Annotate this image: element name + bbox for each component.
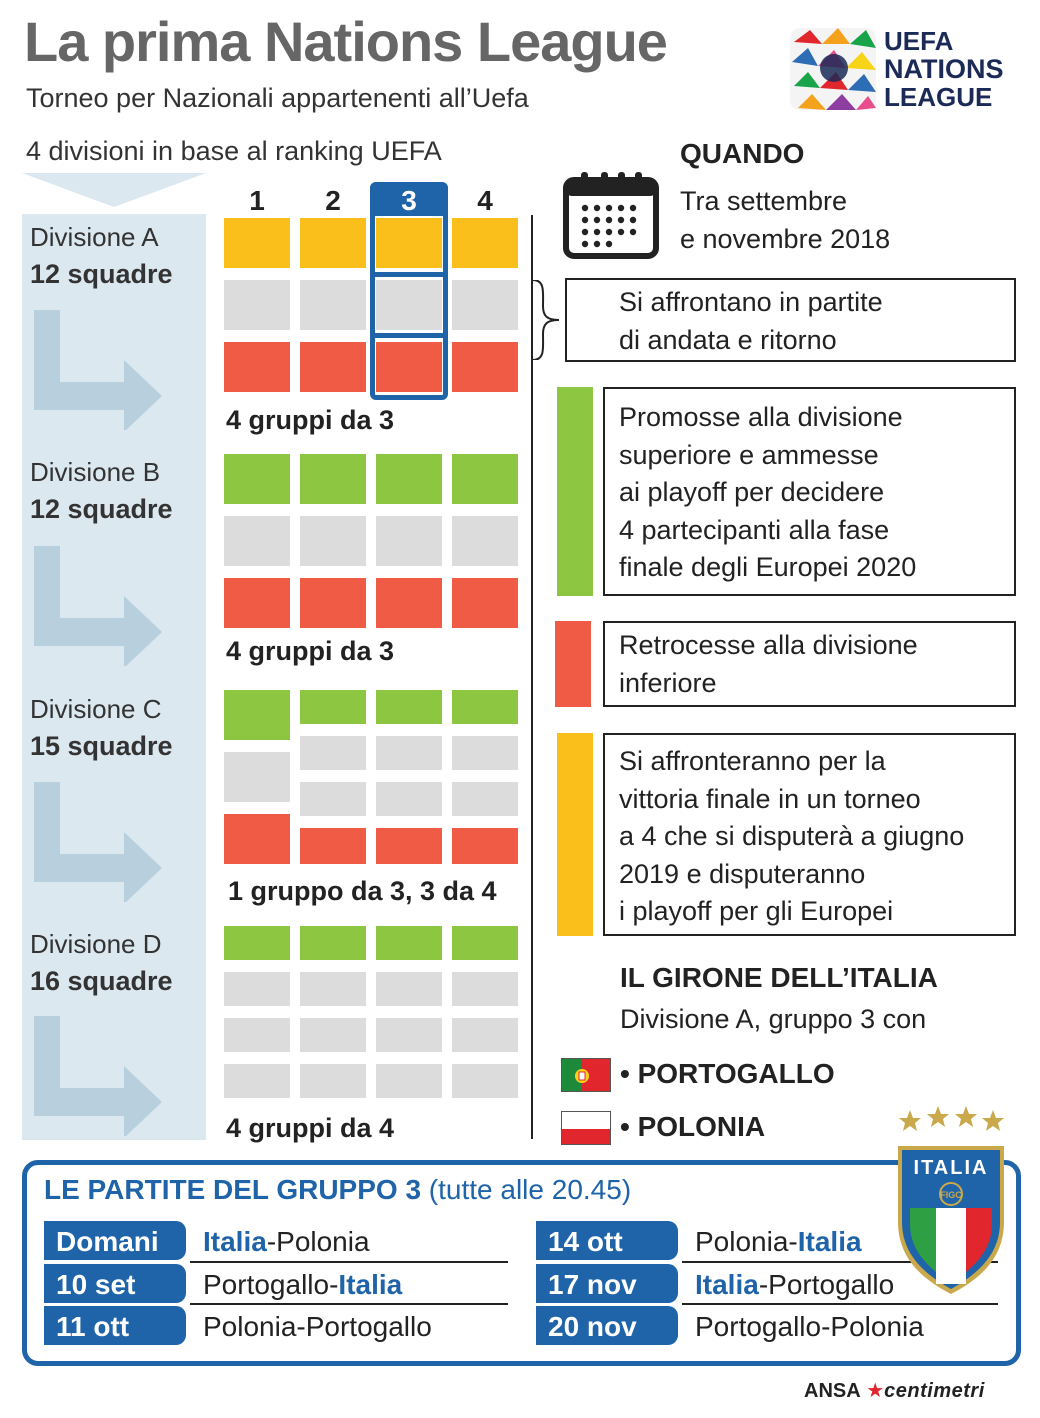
match-home-team: Italia: [695, 1269, 759, 1300]
match-fixture: Polonia-Italia: [695, 1226, 862, 1257]
quando-line: e novembre 2018: [680, 224, 891, 254]
division-d-team-cell: [376, 1064, 442, 1098]
matches-title: [44, 1174, 631, 1206]
division-a-team-cell: [224, 280, 290, 330]
legend-line: i playoff per gli Europei: [619, 896, 894, 926]
l-arrow-icon: [34, 546, 166, 666]
division-b-team-cell: [376, 516, 442, 566]
page-subtitle: Torneo per Nazionali appartenenti all’Uefa: [26, 83, 529, 113]
legend-relegated-box: [603, 621, 1016, 707]
legend-line: superiore e ammesse: [619, 439, 879, 470]
division-d-promoted-cell: [300, 926, 366, 960]
division-c-relegated-cell: [376, 828, 442, 864]
legend-line: vittoria finale in un torneo: [619, 783, 921, 814]
division-a-groups: 4 gruppi da 3: [226, 405, 395, 435]
division-b-promoted-cell: [452, 454, 518, 504]
division-b-relegated-cell: [224, 578, 290, 628]
l-arrow-icon: [34, 1016, 166, 1136]
badge-text: ITALIA: [913, 1157, 989, 1179]
legend-line: Retrocesse alla divisione: [619, 630, 918, 660]
legend-finals-box: [603, 733, 1016, 936]
division-b-promoted-cell: [300, 454, 366, 504]
italy-group-highlight: [370, 182, 448, 400]
division-c-team-cell: [376, 782, 442, 816]
match-home-team: Polonia: [695, 1226, 789, 1257]
division-a-team-cell: [452, 280, 518, 330]
division-c-team-cell: [452, 782, 518, 816]
division-b-team-cell: [452, 516, 518, 566]
division-c-team-cell: [300, 736, 366, 770]
divisions-intro: 4 divisioni in base al ranking UEFA: [26, 136, 442, 166]
division-c-relegated-cell: [224, 814, 290, 864]
credit-centimetri: centimetri: [884, 1380, 985, 1402]
group-column-3: 3: [401, 185, 417, 216]
l-arrow-icon: [34, 782, 166, 902]
division-c-promoted-cell: [452, 690, 518, 724]
group-column-1: 1: [249, 185, 265, 216]
division-c-relegated-cell: [452, 828, 518, 864]
division-d-promoted-cell: [224, 926, 290, 960]
legend-line: finale degli Europei 2020: [619, 552, 917, 582]
division-c-team-cell: [452, 736, 518, 770]
logo-text-league: LEAGUE: [884, 82, 993, 112]
division-b-team-cell: [300, 516, 366, 566]
division-c-name: Divisione C: [30, 694, 162, 724]
division-b-team-cell: [224, 516, 290, 566]
logo-text-nations: NATIONS: [884, 54, 1004, 84]
match-fixture: Polonia-Portogallo: [203, 1311, 432, 1342]
division-c-relegated-cell: [300, 828, 366, 864]
italy-group-separator: [374, 272, 444, 277]
division-b-relegated-cell: [376, 578, 442, 628]
division-d-team-cell: [300, 1018, 366, 1052]
page-title: La prima Nations League: [24, 10, 667, 73]
quando-title: QUANDO: [680, 138, 805, 169]
division-a-count: 12 squadre: [30, 259, 173, 289]
division-b-promoted-cell: [224, 454, 290, 504]
credit: [804, 1378, 985, 1403]
match-underline: [190, 1303, 508, 1305]
match-home-team: Portogallo: [695, 1311, 822, 1342]
division-d-team-cell: [224, 1064, 290, 1098]
division-a-relegated-cell: [452, 342, 518, 392]
star-icon: ★: [866, 1380, 885, 1402]
uefa-nations-league-logo: [788, 22, 1020, 114]
match-underline: [190, 1261, 508, 1263]
division-d-team-cell: [224, 1018, 290, 1052]
opponent-polonia: • POLONIA: [620, 1111, 766, 1142]
match-fixture: Portogallo-Italia: [203, 1269, 403, 1300]
division-a-finalist-cell: [300, 218, 366, 268]
legend-format-box: [565, 278, 1016, 362]
match-date: 10 set: [44, 1264, 186, 1303]
division-d-team-cell: [452, 1018, 518, 1052]
match-away-team: Polonia: [830, 1311, 924, 1342]
match-away-team: Italia: [338, 1269, 403, 1300]
italia-group-title: IL GIRONE DELL’ITALIA: [620, 962, 938, 993]
division-d-promoted-cell: [376, 926, 442, 960]
match-away-team: Polonia: [276, 1226, 370, 1257]
brace-icon: [531, 280, 565, 360]
matches-title-note: (tutte alle 20.45): [421, 1174, 632, 1205]
division-d-count: 16 squadre: [30, 966, 173, 996]
legend-line: Promosse alla divisione: [619, 402, 903, 432]
division-d-team-cell: [224, 972, 290, 1006]
division-a-name: Divisione A: [30, 222, 159, 252]
division-d-promoted-cell: [452, 926, 518, 960]
division-d-team-cell: [300, 1064, 366, 1098]
legend-line: 2019 e disputeranno: [619, 858, 866, 889]
legend-red-swatch: [555, 621, 591, 707]
legend-green-swatch: [557, 387, 593, 596]
legend-orange-swatch: [557, 733, 593, 936]
legend-line: a 4 che si disputerà a giugno: [619, 821, 965, 851]
division-d-name: Divisione D: [30, 929, 162, 959]
division-c-team-cell: [224, 752, 290, 802]
match-home-team: Polonia: [203, 1311, 297, 1342]
division-d-groups: 4 gruppi da 4: [226, 1113, 395, 1143]
division-c-count: 15 squadre: [30, 731, 173, 761]
match-date: 17 nov: [536, 1264, 678, 1303]
nations-league-mosaic-icon: [788, 22, 880, 114]
match-away-team: Portogallo: [305, 1311, 432, 1342]
division-b-relegated-cell: [300, 578, 366, 628]
division-a-relegated-cell: [300, 342, 366, 392]
match-fixture: Italia-Polonia: [203, 1226, 370, 1257]
match-home-team: Portogallo: [203, 1269, 330, 1300]
down-triangle-icon: [22, 173, 206, 207]
match-date: 20 nov: [536, 1306, 678, 1345]
quando-text: [680, 182, 890, 258]
division-c-groups: 1 gruppo da 3, 3 da 4: [228, 876, 497, 906]
division-b-count: 12 squadre: [30, 494, 173, 524]
division-b-relegated-cell: [452, 578, 518, 628]
legend-line: di andata e ritorno: [619, 324, 837, 355]
figc-shield-icon: [892, 1102, 1010, 1298]
division-c-promoted-cell: [376, 690, 442, 724]
match-fixture: Portogallo-Polonia: [695, 1311, 924, 1342]
group-column-4: 4: [477, 185, 493, 216]
legend-line: Si affrontano in partite: [619, 287, 883, 317]
legend-line: ai playoff per decidere: [619, 477, 885, 507]
match-away-team: Portogallo: [768, 1269, 895, 1300]
logo-text-uefa: UEFA: [884, 26, 954, 56]
division-c-team-cell: [300, 782, 366, 816]
calendar-icon: [563, 170, 659, 260]
group-column-2: 2: [325, 185, 341, 216]
legend-promoted-box: [603, 387, 1016, 596]
match-date: 14 ott: [536, 1221, 678, 1260]
division-b-groups: 4 gruppi da 3: [226, 636, 395, 666]
division-c-promoted-cell: [224, 690, 290, 740]
division-a-finalist-cell: [224, 218, 290, 268]
division-c-team-cell: [376, 736, 442, 770]
division-b-promoted-cell: [376, 454, 442, 504]
division-a-relegated-cell: [224, 342, 290, 392]
match-home-team: Italia: [203, 1226, 267, 1257]
italy-group-separator: [374, 333, 444, 338]
portugal-flag-icon: [561, 1058, 611, 1092]
italia-group-subtitle: Divisione A, gruppo 3 con: [620, 1004, 927, 1034]
match-date: 11 ott: [44, 1306, 186, 1345]
division-d-team-cell: [376, 1018, 442, 1052]
match-away-team: Italia: [797, 1226, 862, 1257]
division-d-team-cell: [300, 972, 366, 1006]
legend-line: inferiore: [619, 667, 717, 698]
legend-line: Si affronteranno per la: [619, 746, 886, 776]
division-b-name: Divisione B: [30, 457, 161, 487]
division-a-finalist-cell: [452, 218, 518, 268]
l-arrow-icon: [34, 310, 166, 430]
division-d-team-cell: [376, 972, 442, 1006]
division-d-team-cell: [452, 972, 518, 1006]
division-d-team-cell: [452, 1064, 518, 1098]
division-a-team-cell: [300, 280, 366, 330]
legend-line: 4 partecipanti alla fase: [619, 514, 890, 545]
matches-title-main: LE PARTITE DEL GRUPPO 3: [44, 1174, 422, 1205]
poland-flag-icon: [561, 1111, 611, 1145]
match-underline: [682, 1303, 998, 1305]
credit-ansa: ANSA: [804, 1380, 861, 1402]
badge-small-text: FIGC: [940, 1190, 962, 1200]
quando-line: Tra settembre: [680, 186, 848, 216]
division-c-promoted-cell: [300, 690, 366, 724]
match-fixture: Italia-Portogallo: [695, 1269, 895, 1300]
match-date: Domani: [44, 1221, 186, 1260]
opponent-portogallo: • PORTOGALLO: [620, 1058, 835, 1089]
